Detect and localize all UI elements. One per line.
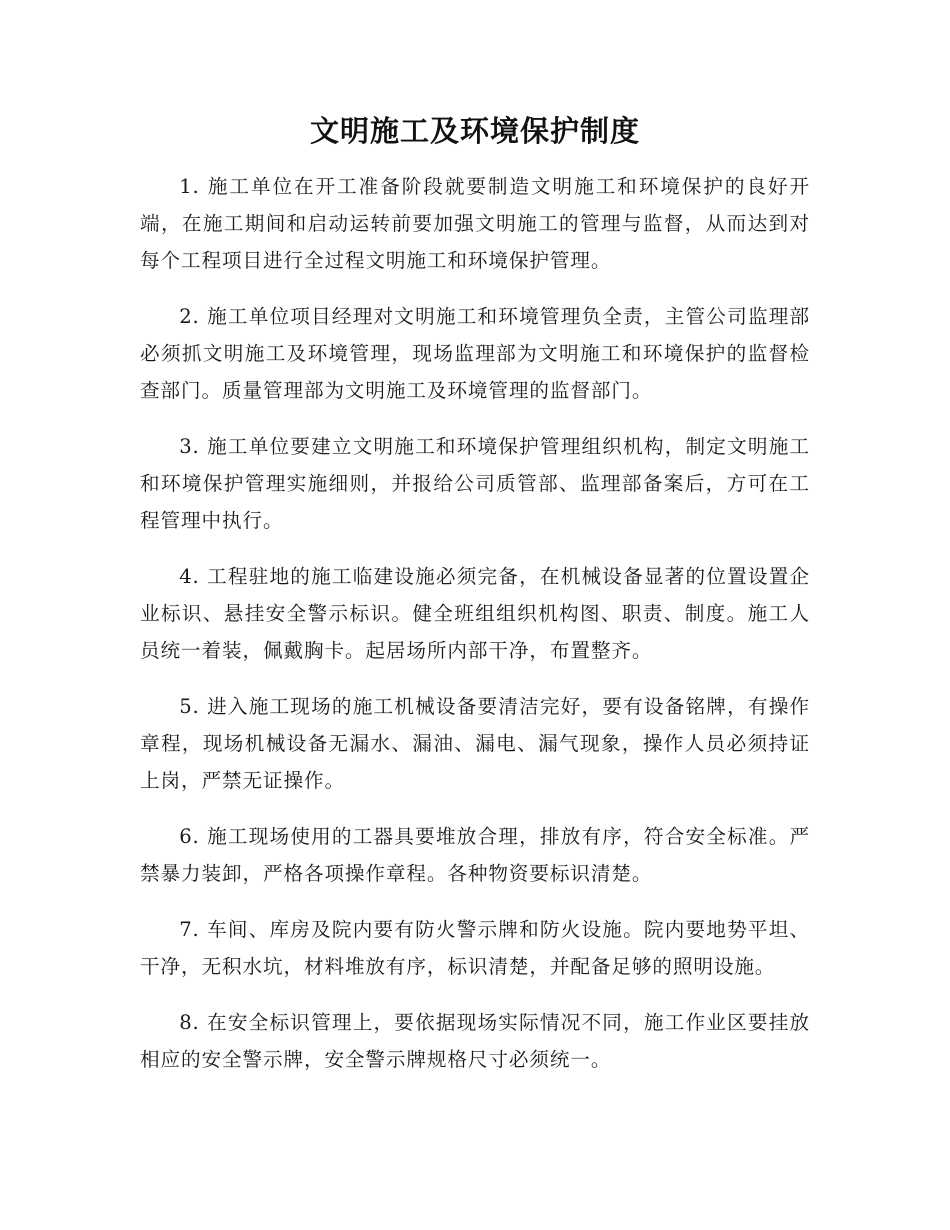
paragraph-7: 7. 车间、库房及院内要有防火警示牌和防火设施。院内要地势平坦、干净，无积水坑，材料堆放有序，标识清楚，并配备足够的照明设施。 [140, 918, 810, 978]
paragraph-3: 3. 施工单位要建立文明施工和环境保护管理组织机构，制定文明施工和环境保护管理实施细则，并报给公司质管部、监理部备案后，方可在工程管理中执行。 [140, 435, 810, 532]
document-title: 文明施工及环境保护制度 [309, 114, 640, 148]
document-body [140, 168, 810, 1097]
paragraph-1: 1. 施工单位在开工准备阶段就要制造文明施工和环境保护的良好开端，在施工期间和启动运转前要加强文明施工的管理与监督，从而达到对每个工程项目进行全过程文明施工和环境保护管理。 [140, 175, 810, 272]
paragraph-2: 2. 施工单位项目经理对文明施工和环境管理负全责，主管公司监理部必须抓文明施工及环境管理，现场监理部为文明施工和环境保护的监督检查部门。质量管理部为文明施工及环境管理的监督部门。 [140, 305, 810, 402]
paragraph-6: 6. 施工现场使用的工器具要堆放合理，排放有序，符合安全标准。严禁暴力装卸，严格各项操作章程。各种物资要标识清楚。 [140, 825, 810, 885]
paragraph-8: 8. 在安全标识管理上，要依据现场实际情况不同，施工作业区要挂放相应的安全警示牌，安全警示牌规格尺寸必须统一。 [140, 1011, 810, 1071]
paragraph-4: 4. 工程驻地的施工临建设施必须完备，在机械设备显著的位置设置企业标识、悬挂安全警示标识。健全班组组织机构图、职责、制度。施工人员统一着装，佩戴胸卡。起居场所内部干净，布置整齐。 [140, 565, 810, 662]
paragraph-5: 5. 进入施工现场的施工机械设备要清洁完好，要有设备铭牌，有操作章程，现场机械设备无漏水、漏油、漏电、漏气现象，操作人员必须持证上岗，严禁无证操作。 [140, 695, 810, 792]
